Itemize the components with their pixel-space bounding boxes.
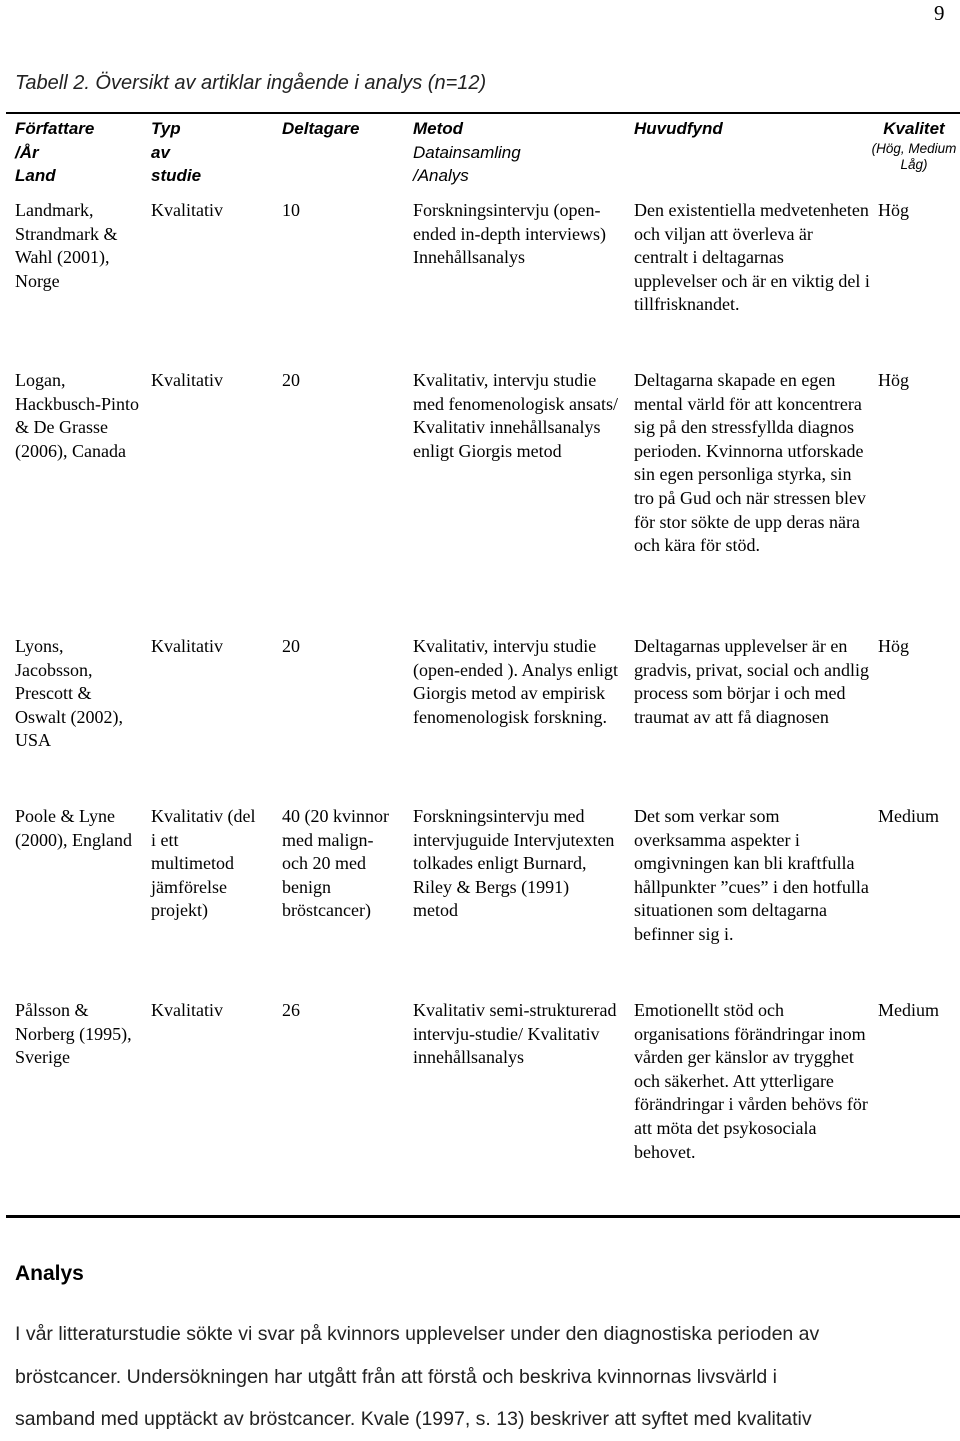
row-5-type: Kvalitativ — [151, 1000, 223, 1020]
row-3-type: Kvalitativ — [151, 636, 223, 656]
row-5-author: Pålsson & Norberg (1995), Sverige — [15, 1000, 132, 1068]
row-3-findings: Deltagarnas upplevelser är en gradvis, privat, social och andlig process som börjar i och med traumat av att få diagnosen — [634, 636, 869, 727]
header-method-line-1: Metod — [413, 119, 464, 138]
row-2-findings: Deltagarna skapade en egen mental värld för att koncentrera sig på den stressfyllda diagnos perioden. Kvinnorna utforskade sin egen personliga styrka, sin tro på Gud och när stressen blev för stor sökte de upp deras nära och kära för stöd. — [634, 370, 866, 556]
row-4-method: Forskningsintervju med intervjuguide Intervjutexten tolkades enligt Burnard, Riley & Bergs (1991) metod — [413, 806, 615, 921]
row-3-participants: 20 — [282, 636, 300, 656]
header-author — [15, 117, 120, 188]
row-5-participants: 26 — [282, 1000, 300, 1020]
row-1-method: Forskningsintervju (open-ended in-depth interviews) Innehållsanalys — [413, 200, 606, 268]
row-2-participants: 20 — [282, 370, 300, 390]
paragraph-line-1: I vår litteraturstudie sökte vi svar på kvinnors upplevelser under den diagnostiska perioden av — [15, 1323, 820, 1345]
section-paragraph — [15, 1313, 950, 1441]
row-3-author: Lyons, Jacobsson, Prescott & Oswalt (2002), USA — [15, 636, 123, 751]
header-type-line-1: Typ — [151, 119, 181, 138]
header-findings: Huvudfynd — [634, 119, 723, 138]
header-author-line-3: Land — [15, 166, 56, 185]
row-4-findings: Det som verkar som overksamma aspekter i omgivningen kan bli kraftfulla hållpunkter ”cues” i den hotfulla situationen som deltagarna befinner sig i. — [634, 806, 869, 944]
row-3-method: Kvalitativ, intervju studie (open-ended ). Analys enligt Giorgis metod av empirisk fenomenologisk forskning. — [413, 636, 618, 727]
row-5-findings: Emotionellt stöd och organisations förändringar inom vården ger känslor av trygghet och säkerhet. Att ytterligare förändringar i vården behövs för att möta det psykosociala behovet. — [634, 1000, 868, 1162]
row-1-participants: 10 — [282, 200, 300, 220]
header-type-line-2: av — [151, 142, 170, 162]
header-type-line-3: studie — [151, 166, 202, 185]
row-2-quality: Hög — [878, 370, 909, 390]
table-title: Tabell 2. Översikt av artiklar ingående i analys (n=12) — [15, 72, 487, 94]
header-method — [413, 117, 618, 188]
paragraph-line-2: bröstcancer. Undersökningen har utgått från att förstå och beskriva kvinnornas livsvärld i — [15, 1365, 777, 1388]
row-4-participants: 40 (20 kvinnor med malign- och 20 med benign bröstcancer) — [282, 806, 389, 921]
table-top-rule — [6, 112, 960, 114]
row-4-quality: Medium — [878, 806, 939, 826]
row-5-quality: Medium — [878, 1000, 939, 1020]
row-1-findings: Den existentiella medvetenheten och viljan att överleva är centralt i deltagarnas upplevelser och är en viktig del i tillfrisknandet. — [634, 200, 870, 315]
row-5-method: Kvalitativ semi-strukturerad intervju-studie/ Kvalitativ innehållsanalys — [413, 1000, 617, 1068]
paragraph-line-3: samband med upptäckt av bröstcancer. Kvale (1997, s. 13) beskriver att syftet med kvalitativ — [15, 1408, 812, 1430]
header-quality-label: Kvalitet — [883, 119, 945, 138]
header-quality-note: (Hög, Medium Låg) — [871, 140, 957, 172]
header-participants: Deltagare — [282, 119, 360, 138]
row-2-type: Kvalitativ — [151, 370, 223, 390]
row-1-type: Kvalitativ — [151, 200, 223, 220]
header-author-line-2: /År — [15, 142, 39, 162]
header-method-line-3: /Analys — [413, 166, 469, 185]
page-number: 9 — [934, 1, 945, 25]
header-method-line-2: Datainsamling — [413, 142, 521, 162]
table-bottom-rule — [6, 1215, 960, 1218]
row-2-method: Kvalitativ, intervju studie med fenomenologisk ansats/ Kvalitativ innehållsanalys enligt Giorgis metod — [413, 370, 618, 461]
row-1-author: Landmark, Strandmark & Wahl (2001), Norge — [15, 200, 118, 291]
row-2-author: Logan, Hackbusch-Pinto & De Grasse (2006), Canada — [15, 370, 139, 461]
row-3-quality: Hög — [878, 636, 909, 656]
header-type — [151, 117, 256, 188]
header-quality — [868, 117, 960, 173]
row-4-author: Poole & Lyne (2000), England — [15, 806, 132, 850]
row-4-type: Kvalitativ (del i ett multimetod jämförelse projekt) — [151, 806, 256, 921]
section-heading: Analys — [15, 1262, 84, 1285]
header-author-line-1: Författare — [15, 119, 95, 138]
row-1-quality: Hög — [878, 200, 909, 220]
